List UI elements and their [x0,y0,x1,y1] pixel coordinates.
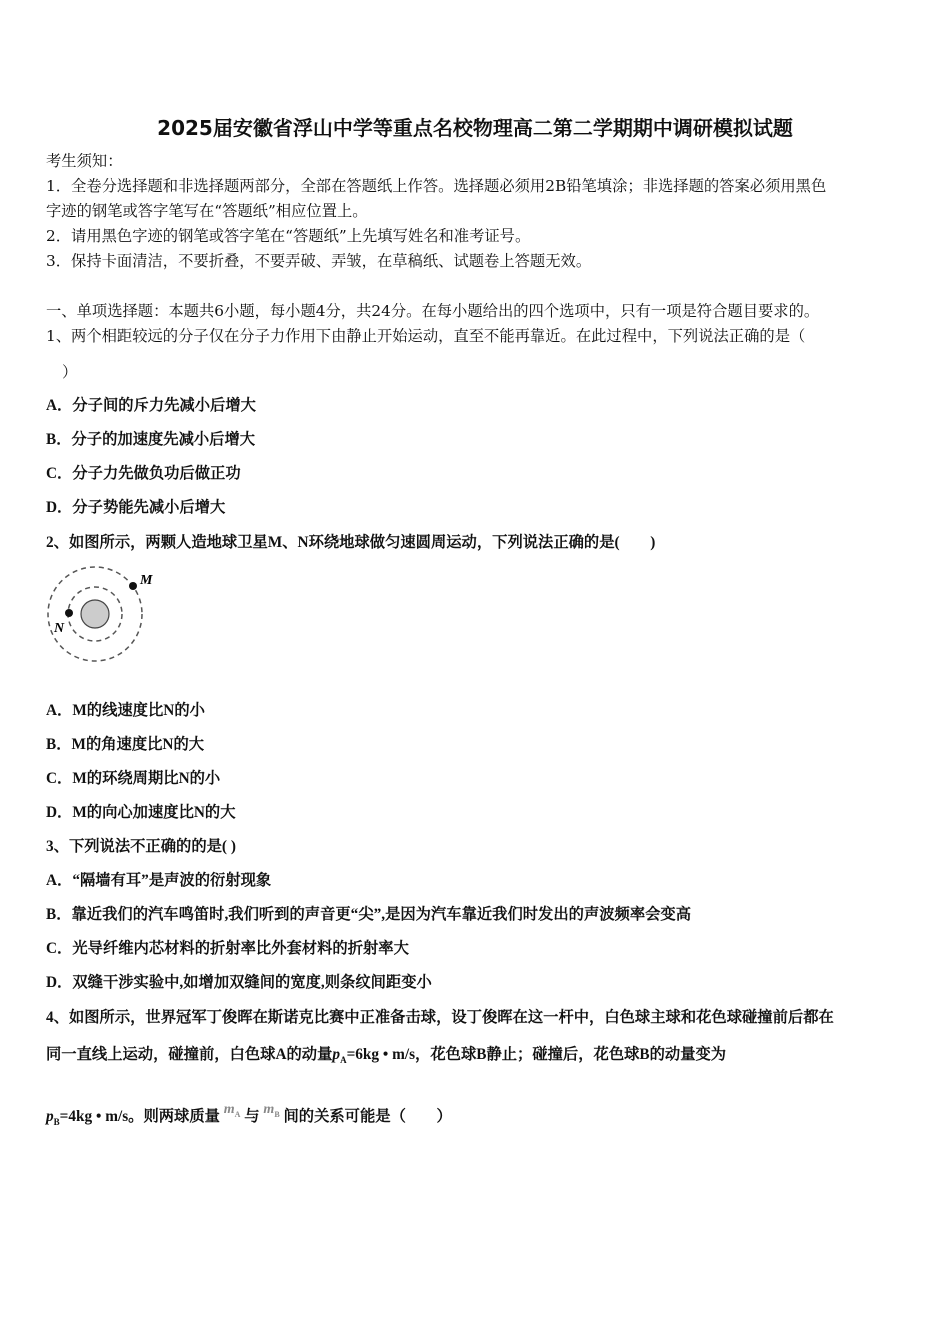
pa-sub: A [340,1055,347,1066]
q2-option-a: A．M的线速度比N的小 [46,702,205,719]
q4-text: 同一直线上运动，碰撞前，白色球A的动量 [46,1046,333,1063]
mb-sub: B [274,1109,280,1119]
pb-symbol: p [46,1108,54,1125]
label-n: N [54,621,65,636]
q2-stem: 2、如图所示，两颗人造地球卫星M、N环绕地球做匀速圆周运动，下列说法正确的是( ) [46,534,656,551]
q4-line1: 4、如图所示，世界冠军丁俊晖在斯诺克比赛中正准备击球，设丁俊晖在这一杆中，白色球主球和花色球碰撞前后都在 [46,1009,834,1026]
mb-letter: m [263,1102,275,1117]
pb-sub: B [53,1117,60,1128]
satellite-m-dot [129,582,137,590]
pb-value: =4kg • m/s [59,1108,129,1125]
notice-item: 2．请用黑色字迹的钢笔或答字笔在“答题纸”上先填写姓名和准考证号。 [46,227,531,245]
q3-option-a: A．“隔墙有耳”是声波的衍射现象 [46,872,272,889]
label-m: M [140,573,153,588]
notice-heading: 考生须知： [46,152,123,170]
page-title: 2025届安徽省浮山中学等重点名校物理高二第二学期期中调研模拟试题 [157,116,793,140]
q2-option-d: D．M的向心加速度比N的大 [46,804,236,821]
q1-option-d: D．分子势能先减小后增大 [46,499,226,516]
q1-stem-end: ） [62,363,78,381]
q4-text: 间的关系可能是（ ） [283,1108,452,1125]
q4-text: ，花色球B静止；碰撞后，花色球B的动量变为 [415,1046,727,1063]
q1-stem: 1、两个相距较远的分子仅在分子力作用下由静止开始运动，直至不能再靠近。在此过程中，下列说法正确的是（ [46,327,806,345]
ma-symbol [224,1102,241,1117]
pa-value: =6kg • m/s [346,1046,416,1063]
q2-option-c: C．M的环绕周期比N的小 [46,770,221,787]
q4-line3 [46,1102,452,1133]
q3-option-c: C．光导纤维内芯材料的折射率比外套材料的折射率大 [46,940,409,957]
q3-option-b: B．靠近我们的汽车鸣笛时,我们听到的声音更“尖”,是因为汽车靠近我们时发出的声波频率会变高 [46,906,692,923]
q1-option-b: B．分子的加速度先减小后增大 [46,431,256,448]
mb-symbol [263,1102,279,1117]
pa-symbol: p [332,1046,341,1063]
q3-option-d: D．双缝干涉实验中,如增加双缝间的宽度,则条纹间距变小 [46,974,432,991]
section-heading: 一、单项选择题：本题共6小题，每小题4分，共24分。在每小题给出的四个选项中，只有一项是符合题目要求的。 [46,302,820,320]
satellite-n-dot [65,609,73,617]
earth-icon [81,600,109,628]
q2-option-b: B．M的角速度比N的大 [46,736,205,753]
notice-item: 3．保持卡面清洁，不要折叠，不要弄破、弄皱，在草稿纸、试题卷上答题无效。 [46,252,592,270]
q3-stem: 3、下列说法不正确的的是( ) [46,838,236,855]
q1-option-a: A．分子间的斥力先减小后增大 [46,397,256,414]
q4-text: 。则两球质量 [128,1108,220,1125]
notice-item: 字迹的钢笔或答字笔写在“答题纸”相应位置上。 [46,202,368,220]
q1-option-c: C．分子力先做负功后做正功 [46,465,241,482]
q4-line2 [46,1045,726,1070]
satellite-orbit-figure [40,563,165,668]
ma-sub: A [234,1109,241,1119]
ma-letter: m [223,1102,235,1117]
notice-item: 1．全卷分选择题和非选择题两部分，全部在答题纸上作答。选择题必须用2B铅笔填涂；非选择题的答案必须用黑色 [46,177,827,195]
q4-text: 与 [244,1108,260,1125]
